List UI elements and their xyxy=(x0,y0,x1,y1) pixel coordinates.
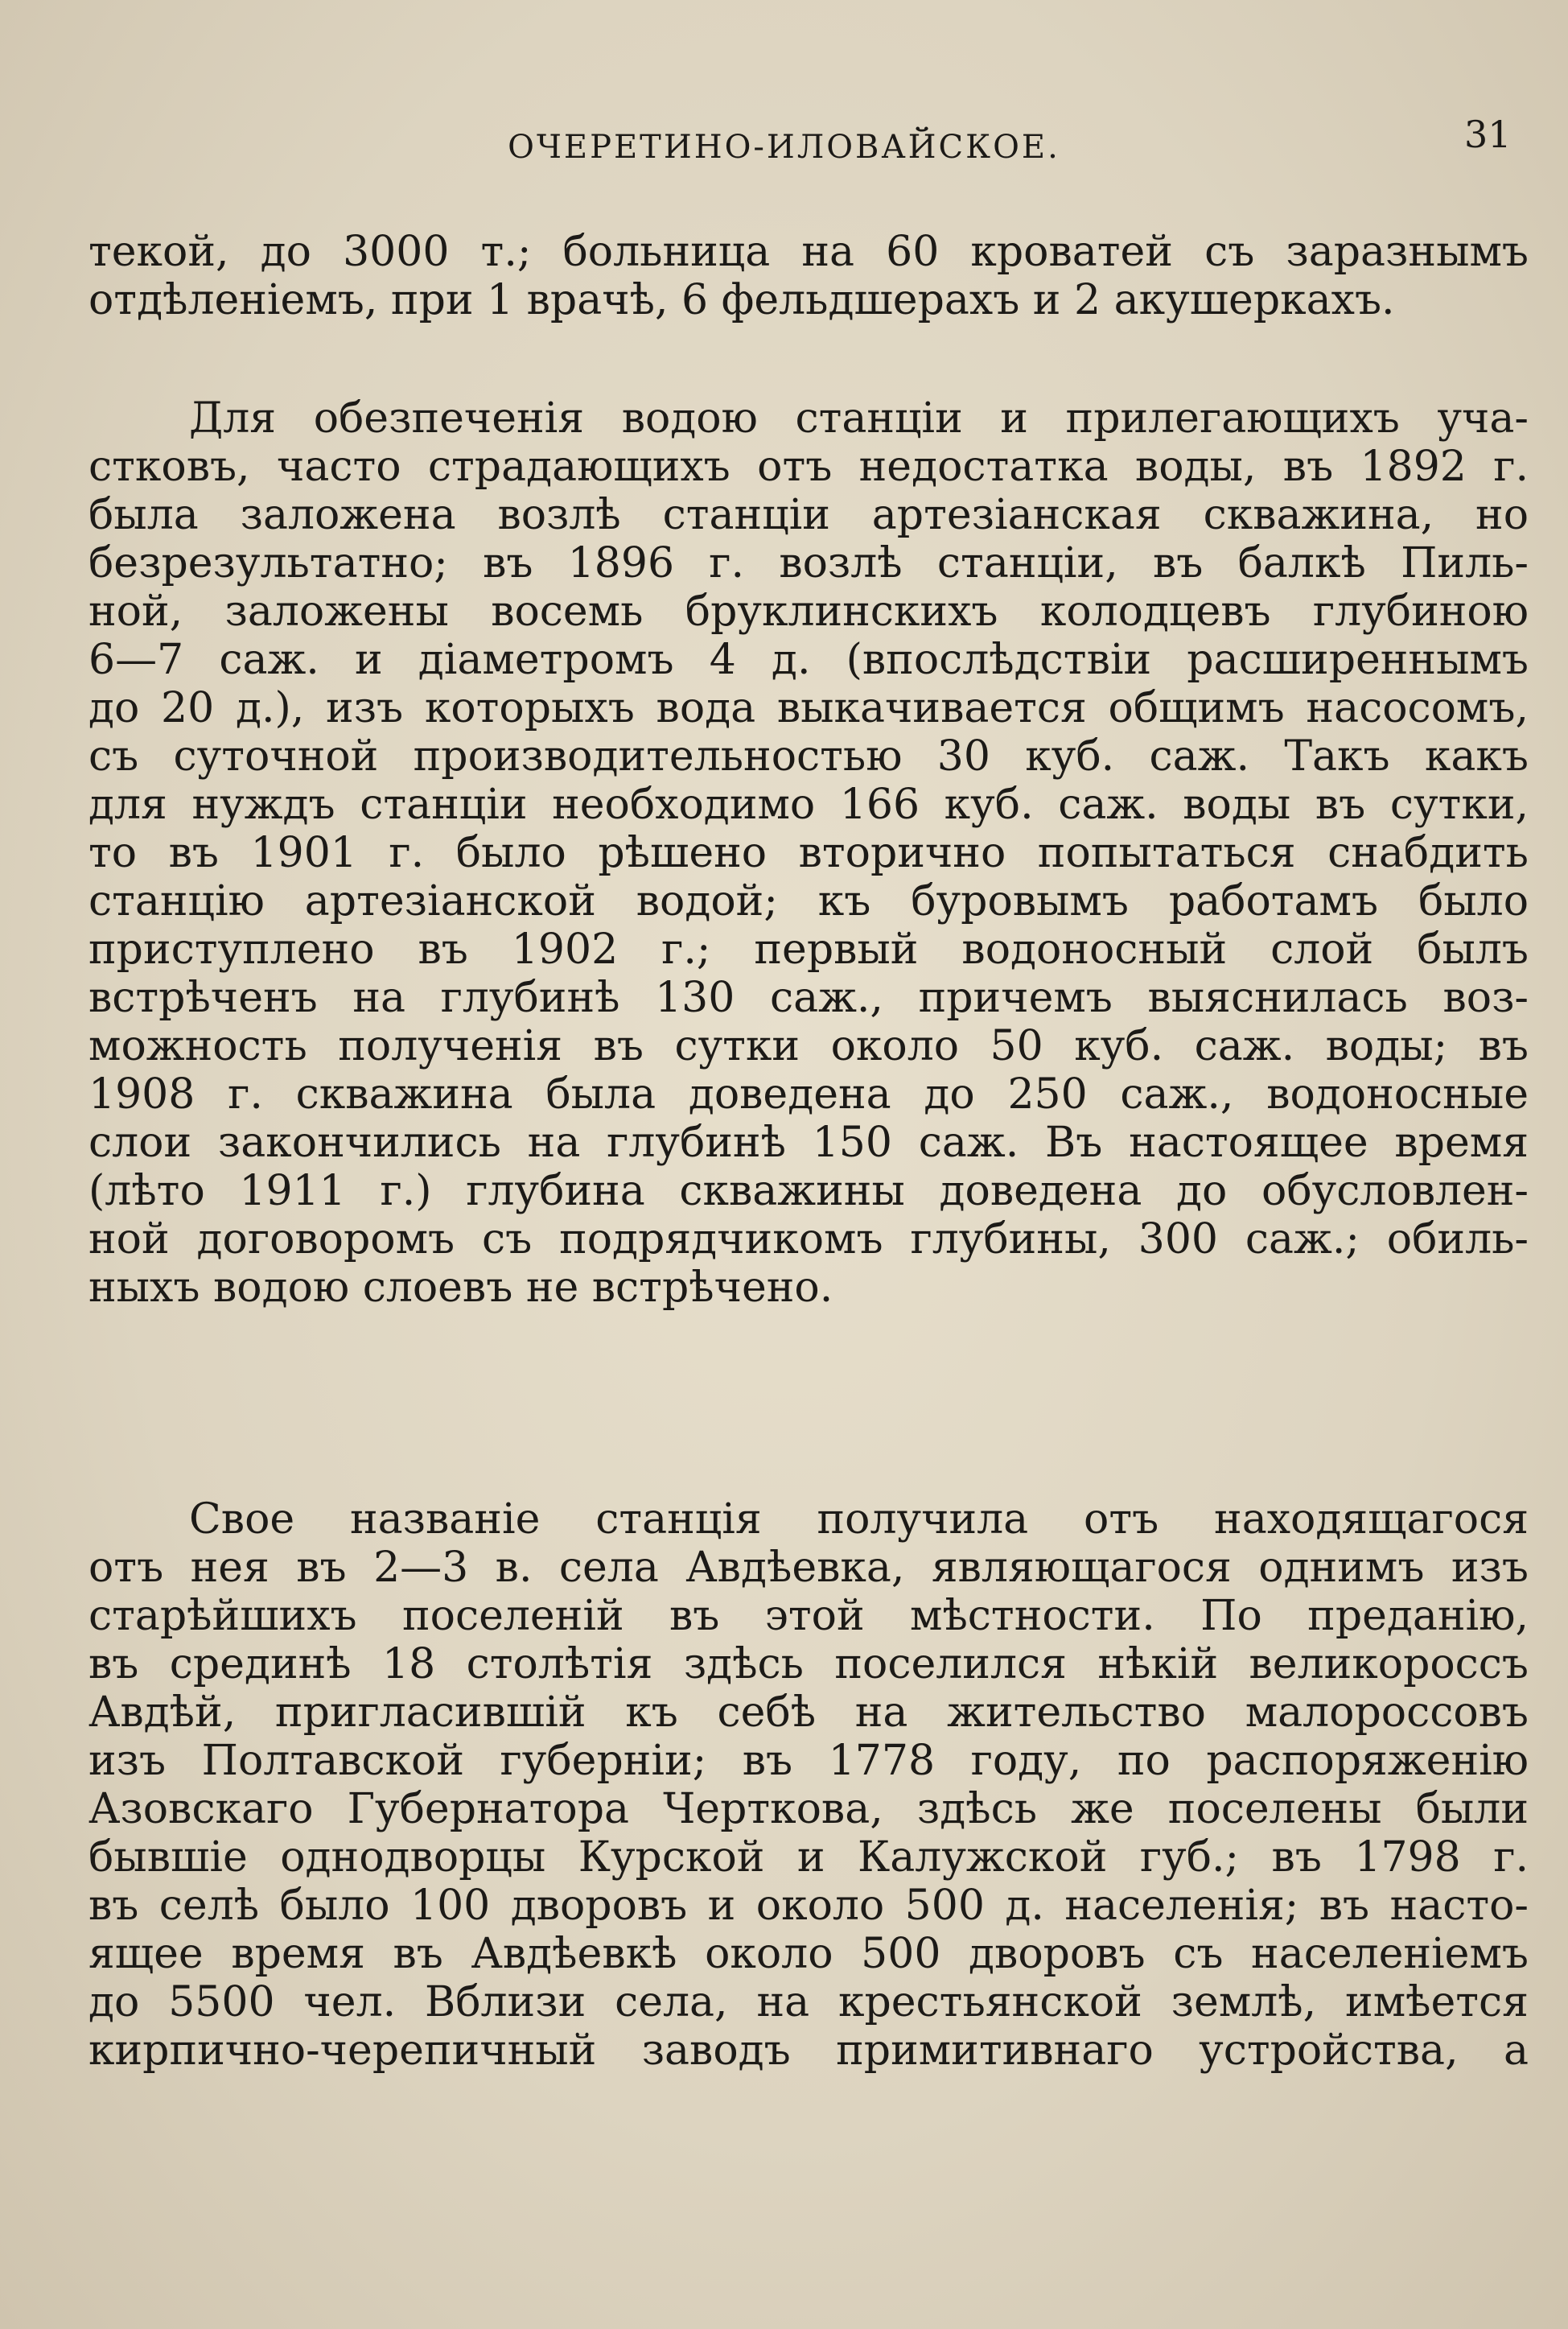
page-number: 31 xyxy=(1464,113,1512,156)
text-line: старѣйшихъ поселеній въ этой мѣстности. По преданію, xyxy=(88,1592,1529,1640)
text-line: отдѣленіемъ, при 1 врачѣ, 6 фельдшерахъ и 2 акушеркахъ. xyxy=(88,276,1395,324)
text-line: ящее время въ Авдѣевкѣ около 500 дворовъ съ населеніемъ xyxy=(88,1930,1529,1978)
paragraph-1 xyxy=(88,228,1529,324)
running-title: ОЧЕРЕТИНО-ИЛОВАЙСКОЕ. xyxy=(508,129,1060,166)
text-line: ной договоромъ съ подрядчикомъ глубины, 300 саж.; обиль- xyxy=(88,1215,1529,1263)
text-line: 6—7 саж. и діаметромъ 4 д. (впослѣдствіи расширеннымъ xyxy=(88,636,1529,684)
text-line: бывшіе однодворцы Курской и Калужской губ.; въ 1798 г. xyxy=(88,1833,1529,1882)
text-line: до 20 д.), изъ которыхъ вода выкачивается общимъ насосомъ, xyxy=(88,684,1529,732)
text-line: ной, заложены восемь бруклинскихъ колодцевъ глубиною xyxy=(88,587,1529,636)
text-line: стковъ, часто страдающихъ отъ недостатка воды, въ 1892 г. xyxy=(88,443,1529,491)
text-line: ныхъ водою слоевъ не встрѣчено. xyxy=(88,1263,833,1312)
text-line: была заложена возлѣ станціи артезіанская скважина, но xyxy=(88,491,1529,539)
text-line: съ суточной производительностью 30 куб. саж. Такъ какъ xyxy=(88,732,1529,781)
text-line: для нуждъ станціи необходимо 166 куб. саж. воды въ сутки, xyxy=(88,781,1529,829)
text-line: Азовскаго Губернатора Черткова, здѣсь же поселены были xyxy=(88,1785,1529,1833)
text-line: 1908 г. скважина была доведена до 250 саж., водоносные xyxy=(88,1070,1529,1119)
text-line: Свое названіе станція получила отъ находящагося xyxy=(189,1495,1529,1544)
text-line: въ селѣ было 100 дворовъ и около 500 д. населенія; въ насто- xyxy=(88,1882,1529,1930)
text-line: въ срединѣ 18 столѣтія здѣсь поселился нѣкій великороссъ xyxy=(88,1640,1529,1688)
text-line: то въ 1901 г. было рѣшено вторично попытаться снабдить xyxy=(88,829,1529,877)
text-line: текой, до 3000 т.; больница на 60 кроватей съ заразнымъ xyxy=(88,228,1529,276)
text-line: станцію артезіанской водой; къ буровымъ работамъ было xyxy=(88,877,1529,925)
paragraph-3 xyxy=(88,1495,1529,2075)
text-line: Авдѣй, пригласившій къ себѣ на жительство малороссовъ xyxy=(88,1688,1529,1737)
text-line: изъ Полтавской губерніи; въ 1778 году, по распоряженію xyxy=(88,1737,1529,1785)
text-line: отъ нея въ 2—3 в. села Авдѣевка, являющагося однимъ изъ xyxy=(88,1544,1529,1592)
text-line: кирпично-черепичный заводъ примитивнаго устройства, а xyxy=(88,2026,1529,2075)
text-line: приступлено въ 1902 г.; первый водоносный слой былъ xyxy=(88,925,1529,974)
text-line: можность полученія въ сутки около 50 куб. саж. воды; въ xyxy=(88,1022,1529,1070)
text-line: слои закончились на глубинѣ 150 саж. Въ настоящее время xyxy=(88,1119,1529,1167)
text-line: Для обезпеченія водою станціи и прилегающихъ уча- xyxy=(189,394,1529,443)
text-line: встрѣченъ на глубинѣ 130 саж., причемъ выяснилась воз- xyxy=(88,974,1529,1022)
paragraph-2 xyxy=(88,394,1529,1312)
text-line: безрезультатно; въ 1896 г. возлѣ станціи, въ балкѣ Пиль- xyxy=(88,539,1529,587)
text-line: (лѣто 1911 г.) глубина скважины доведена до обусловлен- xyxy=(88,1167,1529,1215)
text-line: до 5500 чел. Вблизи села, на крестьянской землѣ, имѣется xyxy=(88,1978,1529,2026)
